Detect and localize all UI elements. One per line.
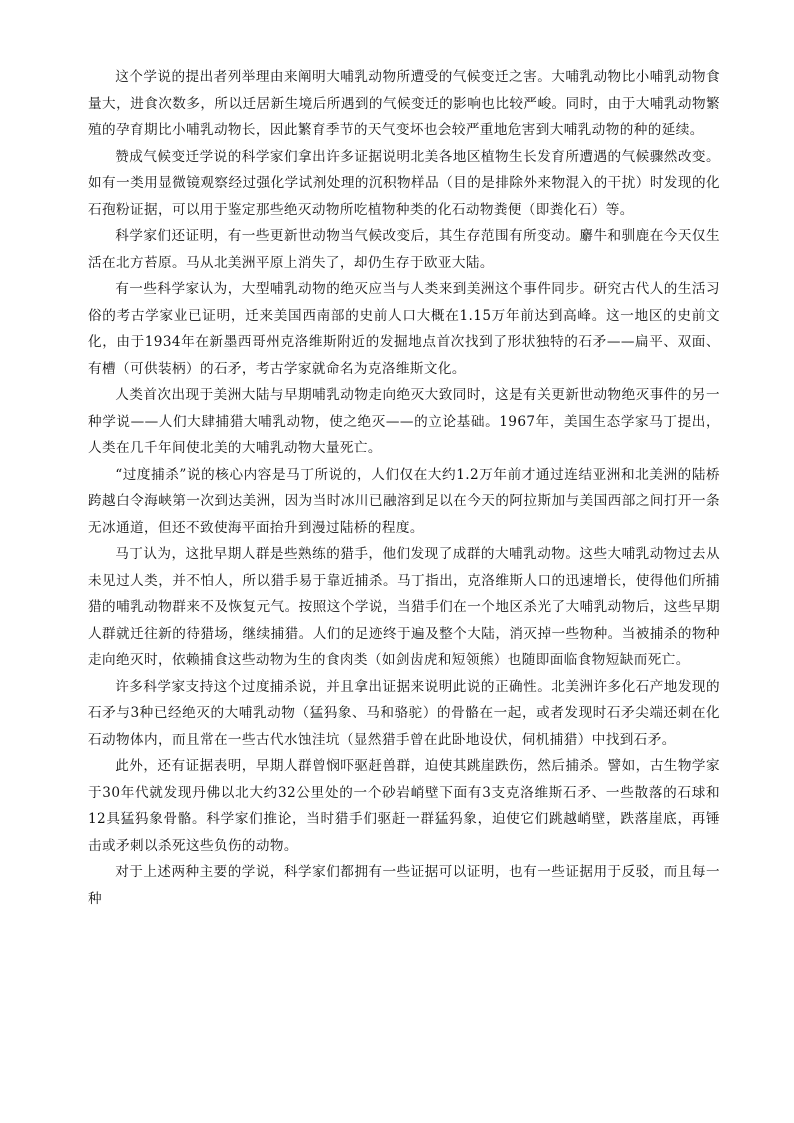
paragraph-4: 有一些科学家认为，大型哺乳动物的绝灭应当与人类来到美洲这个事件同步。研究古代人的生活习俗的考古学家业已证明，迁来美国西南部的史前人口大概在1.15万年前达到高峰。这一地区的史前文化，由于1934年在新墨西哥州克洛维斯附近的发掘地点首次找到了形状独特的石矛——扁平、双面、有槽（可供装柄）的石矛，考古学家就命名为克洛维斯文化。	[88, 281, 720, 377]
paragraph-6: “过度捕杀”说的核心内容是马丁所说的，人们仅在大约1.2万年前才通过连结亚洲和北美洲的陆桥跨越白令海峡第一次到达美洲，因为当时冰川已融溶到足以在今天的阿拉斯加与美国西部之间打开一条无冰通道，但还不致使海平面抬升到漫过陆桥的程度。	[88, 466, 720, 536]
paragraph-8: 许多科学家支持这个过度捕杀说，并且拿出证据来说明此说的正确性。北美洲许多化石产地发现的石矛与3种已经绝灭的大哺乳动物（猛犸象、马和骆驼）的骨骼在一起，或者发现时石矛尖端还刺在化石动物体内，而且常在一些古代水蚀洼坑（显然猎手曾在此卧地设伏，伺机捕猎）中找到石矛。	[88, 678, 720, 748]
paragraph-5: 人类首次出现于美洲大陆与早期哺乳动物走向绝灭大致同时，这是有关更新世动物绝灭事件的另一种学说——人们大肆捕猎大哺乳动物，使之绝灭——的立论基础。1967年，美国生态学家马丁提出，人类在几千年间使北美的大哺乳动物大量死亡。	[88, 387, 720, 456]
document-page	[88, 64, 720, 912]
paragraph-3: 科学家们还证明，有一些更新世动物当气候改变后，其生存范围有所变动。麝牛和驯鹿在今天仅生活在北方苔原。马从北美洲平原上消失了，却仍生存于欧亚大陆。	[88, 228, 720, 271]
paragraph-7: 马丁认为，这批早期人群是些熟练的猎手，他们发现了成群的大哺乳动物。这些大哺乳动物过去从未见过人类，并不怕人，所以猎手易于靠近捕杀。马丁指出，克洛维斯人口的迅速增长，使得他们所捕猎的哺乳动物群来不及恢复元气。按照这个学说，当猎手们在一个地区杀光了大哺乳动物后，这些早期人群就迁往新的待猎场，继续捕猎。人们的足迹终于遍及整个大陆，消灭掉一些物种。当被捕杀的物种走向绝灭时，依赖捕食这些动物为生的食肉类（如剑齿虎和短领熊）也随即面临食物短缺而死亡。	[88, 546, 720, 668]
paragraph-2: 赞成气候变迁学说的科学家们拿出许多证据说明北美各地区植物生长发育所遭遇的气候骤然改变。如有一类用显微镜观察经过强化学试剂处理的沉积物样品（目的是排除外来物混入的干扰）时发现的化石孢粉证据，可以用于鉴定那些绝灭动物所吃植物种类的化石动物粪便（即粪化石）等。	[88, 148, 720, 218]
paragraph-10: 对于上述两种主要的学说，科学家们都拥有一些证据可以证明，也有一些证据用于反驳，而且每一种	[88, 864, 720, 907]
paragraph-9: 此外，还有证据表明，早期人群曾悯吓驱赶兽群，迫使其跳崖跌伤，然后捕杀。譬如，古生物学家于30年代就发现丹佛以北大约32公里处的一个砂岩峭壁下面有3支克洛维斯石矛、一些散落的石球和12具猛犸象骨骼。科学家们推论，当时猎手们驱赶一群猛犸象，迫使它们跳越峭壁，跌落崖底，再锤击或矛刺以杀死这些负伤的动物。	[88, 758, 720, 854]
paragraph-1: 这个学说的提出者列举理由来阐明大哺乳动物所遭受的气候变迁之害。大哺乳动物比小哺乳动物食量大，进食次数多，所以迁居新生境后所遇到的气候变迁的影响也比较严峻。同时，由于大哺乳动物繁殖的孕育期比小哺乳动物长，因此繁育季节的天气变坏也会较严重地危害到大哺乳动物的种的延续。	[88, 69, 720, 138]
